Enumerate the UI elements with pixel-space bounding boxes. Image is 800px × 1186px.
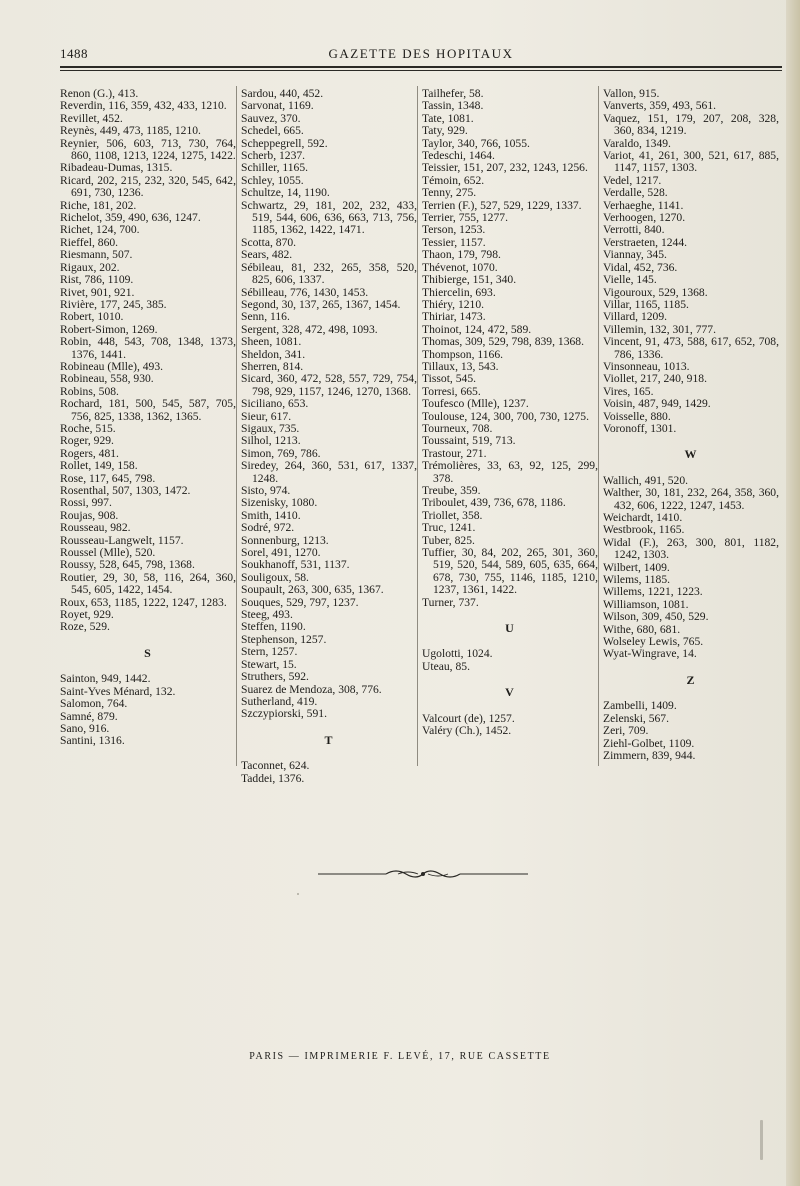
index-entry: Sherren, 814. bbox=[241, 359, 304, 373]
index-entry: Souligoux, 58. bbox=[241, 570, 309, 584]
index-entry: Senn, 116. bbox=[241, 310, 290, 324]
index-entry: Toussaint, 519, 713. bbox=[422, 434, 516, 448]
index-entry: Williamson, 1081. bbox=[603, 597, 689, 611]
index-entry: Vidal, 452, 736. bbox=[603, 260, 678, 274]
index-entry: Tate, 1081. bbox=[422, 111, 474, 125]
index-entry: Treube, 359. bbox=[422, 484, 481, 497]
index-entry: Royet, 929. bbox=[60, 608, 114, 622]
index-entry: Thaon, 179, 798. bbox=[422, 248, 501, 262]
index-entry: Robin, 448, 543, 708, 1348, 1373, 1376, 1441. bbox=[60, 335, 236, 361]
index-entry: Saint-Yves Ménard, 132. bbox=[60, 684, 176, 698]
index-entry: Sizenisky, 1080. bbox=[241, 496, 318, 510]
fleuron-ornament-icon bbox=[318, 868, 528, 880]
index-entry: Tassin, 1348. bbox=[422, 99, 484, 113]
index-entry: Ziehl-Golbet, 1109. bbox=[603, 736, 695, 750]
index-entry: Thibierge, 151, 340. bbox=[422, 273, 517, 287]
index-entry: Témoin, 652. bbox=[422, 173, 485, 187]
index-entry: Toulouse, 124, 300, 700, 730, 1275. bbox=[422, 409, 589, 423]
index-entry: Verhoogen, 1270. bbox=[603, 211, 686, 225]
index-entry: Robert-Simon, 1269. bbox=[60, 322, 158, 336]
index-entry: Robert, 1010. bbox=[60, 310, 124, 324]
index-entry: Sheldon, 341. bbox=[241, 347, 306, 361]
index-entry: Reynès, 449, 473, 1185, 1210. bbox=[60, 124, 201, 138]
index-entry: Rogers, 481. bbox=[60, 446, 119, 460]
section-letter: V bbox=[505, 685, 515, 700]
index-entry: Wolseley Lewis, 765. bbox=[603, 635, 704, 649]
index-entry: Rosenthal, 507, 1303, 1472. bbox=[60, 484, 191, 497]
section-letter: W bbox=[684, 447, 698, 462]
index-entry: Taty, 929. bbox=[422, 124, 468, 138]
index-entry: Tourneux, 708. bbox=[422, 421, 493, 435]
index-entry: Schwartz, 29, 181, 202, 232, 433, 519, 544, 606, 636, 663, 713, 756, 1185, 1362, 1422, 1471. bbox=[241, 198, 417, 237]
index-entry: Sears, 482. bbox=[241, 248, 293, 262]
index-entry: Stern, 1257. bbox=[241, 645, 298, 659]
index-entry: Schedel, 665. bbox=[241, 124, 304, 138]
index-entry: Roche, 515. bbox=[60, 421, 116, 435]
index-entry: Wilson, 309, 450, 529. bbox=[603, 610, 709, 624]
index-entry: Richelot, 359, 490, 636, 1247. bbox=[60, 211, 201, 225]
index-entry: Vanverts, 359, 493, 561. bbox=[603, 99, 717, 113]
index-entry: Rigaux, 202. bbox=[60, 260, 120, 274]
index-entry: Sutherland, 419. bbox=[241, 694, 318, 708]
index-entry: Villar, 1165, 1185. bbox=[603, 297, 689, 311]
index-entry: Sorel, 491, 1270. bbox=[241, 546, 321, 560]
index-entry: Samné, 879. bbox=[60, 709, 118, 723]
index-entry: Scheppegrell, 592. bbox=[241, 136, 328, 150]
index-column-3 bbox=[422, 88, 598, 738]
index-entry: Triollet, 358. bbox=[422, 508, 483, 522]
index-entry: Silhol, 1213. bbox=[241, 434, 301, 448]
index-entry: Sébileau, 81, 232, 265, 358, 520, 825, 606, 1337. bbox=[241, 260, 417, 287]
index-entry: Tenny, 275. bbox=[422, 186, 477, 200]
index-entry: Salomon, 764. bbox=[60, 697, 128, 711]
index-entry: Thompson, 1166. bbox=[422, 347, 504, 361]
journal-title: GAZETTE DES HOPITAUX bbox=[328, 46, 514, 61]
index-entry: Terrier, 755, 1277. bbox=[422, 211, 508, 225]
index-entry: Vincent, 91, 473, 588, 617, 652, 708, 786, 1336. bbox=[603, 335, 779, 361]
index-entry: Rivet, 901, 921. bbox=[60, 285, 135, 299]
index-entry: Sardou, 440, 452. bbox=[241, 87, 324, 100]
index-entry: Sheen, 1081. bbox=[241, 335, 302, 349]
index-entry: Tuffier, 30, 84, 202, 265, 301, 360, 519, 520, 544, 589, 605, 635, 664, 678, 730, 755, 1146, 1185, 1210, 1237, 1361, 1422. bbox=[422, 546, 598, 597]
index-entry: Valcourt (de), 1257. bbox=[422, 711, 515, 725]
index-entry: Tessier, 1157. bbox=[422, 235, 486, 249]
index-entry: Riche, 181, 202. bbox=[60, 198, 137, 212]
index-entry: Richet, 124, 700. bbox=[60, 223, 140, 237]
index-entry: Vigouroux, 529, 1368. bbox=[603, 285, 708, 299]
header-rule-thin bbox=[60, 70, 782, 71]
index-entry: Verhaeghe, 1141. bbox=[603, 198, 684, 212]
index-entry: Roujas, 908. bbox=[60, 508, 119, 522]
index-entry: Szczypiorski, 591. bbox=[241, 707, 327, 721]
index-entry: Siciliano, 653. bbox=[241, 397, 309, 411]
index-entry: Sarvonat, 1169. bbox=[241, 99, 314, 113]
index-entry: Souques, 529, 797, 1237. bbox=[241, 595, 359, 609]
index-entry: Sébilleau, 776, 1430, 1453. bbox=[241, 285, 369, 299]
index-entry: Roussel (Mlle), 520. bbox=[60, 546, 156, 560]
index-entry: Walther, 30, 181, 232, 264, 358, 360, 432, 606, 1222, 1247, 1453. bbox=[603, 486, 779, 512]
index-entry: Terson, 1253. bbox=[422, 223, 486, 237]
index-entry: Teissier, 151, 207, 232, 1243, 1256. bbox=[422, 161, 588, 175]
header-rule-thick bbox=[60, 66, 782, 68]
index-entry: Taddei, 1376. bbox=[241, 771, 305, 785]
index-entry: Thoinot, 124, 472, 589. bbox=[422, 322, 532, 336]
index-entry: Sigaux, 735. bbox=[241, 421, 300, 435]
index-entry: Verdalle, 528. bbox=[603, 186, 668, 200]
index-entry: Wyat-Wingrave, 14. bbox=[603, 647, 697, 661]
index-entry: Tissot, 545. bbox=[422, 372, 477, 386]
index-entry: Revillet, 452. bbox=[60, 111, 123, 125]
index-entry: Vallon, 915. bbox=[603, 87, 660, 100]
index-entry: Schultze, 14, 1190. bbox=[241, 186, 330, 200]
index-entry: Villemin, 132, 301, 777. bbox=[603, 322, 716, 336]
index-entry: Rollet, 149, 158. bbox=[60, 459, 138, 473]
index-column-4 bbox=[603, 88, 779, 762]
index-entry: Thiriar, 1473. bbox=[422, 310, 486, 324]
index-entry: Tillaux, 13, 543. bbox=[422, 359, 499, 373]
index-entry: Robineau (Mlle), 493. bbox=[60, 359, 164, 373]
index-entry: Sicard, 360, 472, 528, 557, 729, 754, 798, 929, 1157, 1246, 1270, 1368. bbox=[241, 372, 417, 398]
index-entry: Vielle, 145. bbox=[603, 273, 657, 287]
index-entry: Siredey, 264, 360, 531, 617, 1337, 1248. bbox=[241, 459, 417, 485]
index-entry: Soukhanoff, 531, 1137. bbox=[241, 558, 350, 572]
index-entry: Rivière, 177, 245, 385. bbox=[60, 297, 167, 311]
index-entry: Robins, 508. bbox=[60, 384, 119, 398]
index-entry: Varaldo, 1349. bbox=[603, 136, 671, 150]
index-entry: Taylor, 340, 766, 1055. bbox=[422, 136, 530, 150]
index-entry: Voisin, 487, 949, 1429. bbox=[603, 397, 711, 411]
index-entry: Villard, 1209. bbox=[603, 310, 668, 324]
index-entry: Viannay, 345. bbox=[603, 248, 667, 262]
section-letter: T bbox=[324, 732, 334, 747]
index-entry: Rossi, 997. bbox=[60, 496, 112, 510]
index-entry: Uteau, 85. bbox=[422, 659, 470, 673]
index-entry: Viollet, 217, 240, 918. bbox=[603, 372, 707, 386]
index-entry: Sieur, 617. bbox=[241, 409, 292, 423]
column-divider-3 bbox=[598, 86, 599, 766]
index-entry: Segond, 30, 137, 265, 1367, 1454. bbox=[241, 297, 401, 311]
index-entry: Zambelli, 1409. bbox=[603, 699, 677, 713]
index-entry: Roze, 529. bbox=[60, 620, 110, 634]
page-edge-shadow bbox=[786, 0, 800, 1186]
section-letter: S bbox=[144, 645, 152, 660]
index-entry: Triboulet, 439, 736, 678, 1186. bbox=[422, 496, 566, 510]
index-entry: Voisselle, 880. bbox=[603, 409, 671, 423]
index-entry: Valéry (Ch.), 1452. bbox=[422, 724, 512, 738]
page-number: 1488 bbox=[60, 46, 88, 61]
index-entry: Thévenot, 1070. bbox=[422, 260, 498, 274]
index-entry: Vedel, 1217. bbox=[603, 173, 662, 187]
index-entry: Reverdin, 116, 359, 432, 433, 1210. bbox=[60, 99, 227, 113]
index-entry: Routier, 29, 30, 58, 116, 264, 360, 545, 605, 1422, 1454. bbox=[60, 570, 236, 597]
index-entry: Scherb, 1237. bbox=[241, 149, 306, 163]
index-entry: Withe, 680, 681. bbox=[603, 622, 681, 636]
index-entry: Sainton, 949, 1442. bbox=[60, 672, 151, 686]
index-entry: Steeg, 493. bbox=[241, 608, 293, 622]
index-entry: Turner, 737. bbox=[422, 595, 479, 609]
index-entry: Ricard, 202, 215, 232, 320, 545, 642, 691, 730, 1236. bbox=[60, 173, 236, 200]
index-entry: Westbrook, 1165. bbox=[603, 523, 685, 537]
index-entry: Voronoff, 1301. bbox=[603, 421, 677, 435]
paper-mark bbox=[760, 1120, 763, 1160]
index-entry: Roux, 653, 1185, 1222, 1247, 1283. bbox=[60, 595, 227, 609]
index-entry: Willems, 1221, 1223. bbox=[603, 585, 703, 599]
index-entry: Verrotti, 840. bbox=[603, 223, 665, 237]
index-entry: Sonnenburg, 1213. bbox=[241, 533, 329, 547]
index-entry: Vinsonneau, 1013. bbox=[603, 359, 690, 373]
index-entry: Ribadeau-Dumas, 1315. bbox=[60, 161, 173, 175]
index-entry: Trémolières, 33, 63, 92, 125, 299, 378. bbox=[422, 459, 598, 485]
index-entry: Schley, 1055. bbox=[241, 173, 304, 187]
index-entry: Thiéry, 1210. bbox=[422, 297, 485, 311]
index-entry: Zeri, 709. bbox=[603, 724, 649, 738]
index-entry: Suarez de Mendoza, 308, 776. bbox=[241, 682, 382, 696]
index-entry: Roussy, 528, 645, 798, 1368. bbox=[60, 558, 195, 572]
index-entry: Truc, 1241. bbox=[422, 521, 476, 535]
index-column-1 bbox=[60, 88, 236, 748]
index-entry: Sisto, 974. bbox=[241, 484, 291, 497]
index-entry: Widal (F.), 263, 300, 801, 1182, 1242, 1303. bbox=[603, 535, 779, 562]
index-entry: Rose, 117, 645, 798. bbox=[60, 471, 156, 485]
index-entry: Rochard, 181, 500, 545, 587, 705, 756, 825, 1338, 1362, 1365. bbox=[60, 397, 236, 423]
index-entry: Vaquez, 151, 179, 207, 208, 328, 360, 834, 1219. bbox=[603, 111, 779, 138]
index-entry: Tailhefer, 58. bbox=[422, 87, 484, 100]
index-entry: Rieffel, 860. bbox=[60, 235, 119, 249]
index-entry: Wilems, 1185. bbox=[603, 573, 671, 587]
index-entry: Renon (G.), 413. bbox=[60, 87, 139, 100]
index-entry: Sauvez, 370. bbox=[241, 111, 301, 125]
index-entry: Wilbert, 1409. bbox=[603, 560, 670, 574]
index-column-2 bbox=[241, 88, 417, 785]
index-entry: Torresi, 665. bbox=[422, 384, 481, 398]
index-entry: Sergent, 328, 472, 498, 1093. bbox=[241, 322, 378, 336]
index-entry: Tuber, 825. bbox=[422, 533, 475, 547]
index-entry: Struthers, 592. bbox=[241, 670, 309, 684]
index-entry: Simon, 769, 786. bbox=[241, 446, 321, 460]
index-entry: Thomas, 309, 529, 798, 839, 1368. bbox=[422, 335, 584, 349]
index-entry: Ugolotti, 1024. bbox=[422, 647, 493, 661]
index-entry: Variot, 41, 261, 300, 521, 617, 885, 1147, 1157, 1303. bbox=[603, 149, 779, 175]
index-entry: Schiller, 1165. bbox=[241, 161, 309, 175]
page-header bbox=[60, 46, 782, 66]
index-entry: Stewart, 15. bbox=[241, 657, 297, 671]
section-letter: Z bbox=[686, 672, 696, 687]
printer-imprint: PARIS — IMPRIMERIE F. LEVÉ, 17, RUE CASSETTE bbox=[249, 1051, 551, 1062]
index-entry: Roger, 929. bbox=[60, 434, 114, 448]
index-entry: Rousseau, 982. bbox=[60, 521, 131, 535]
index-entry: Vires, 165. bbox=[603, 384, 654, 398]
index-entry: Scotta, 870. bbox=[241, 235, 297, 249]
index-entry: Santini, 1316. bbox=[60, 734, 125, 748]
index-entry: Smith, 1410. bbox=[241, 508, 301, 522]
index-entry: Stephenson, 1257. bbox=[241, 632, 327, 646]
index-entry: Trastour, 271. bbox=[422, 446, 487, 460]
index-entry: Steffen, 1190. bbox=[241, 620, 306, 634]
section-letter: U bbox=[505, 621, 515, 636]
column-divider-1 bbox=[236, 86, 237, 766]
column-divider-2 bbox=[417, 86, 418, 766]
index-entry: Thiercelin, 693. bbox=[422, 285, 496, 299]
index-entry: Weichardt, 1410. bbox=[603, 511, 683, 524]
index-entry: Rist, 786, 1109. bbox=[60, 273, 134, 287]
index-entry: Reynier, 506, 603, 713, 730, 764, 860, 1108, 1213, 1224, 1275, 1422. bbox=[60, 136, 236, 163]
paper-speck bbox=[297, 893, 299, 895]
index-entry: Taconnet, 624. bbox=[241, 759, 310, 773]
index-entry: Riesmann, 507. bbox=[60, 248, 133, 262]
index-entry: Zelenski, 567. bbox=[603, 711, 670, 725]
index-entry: Tedeschi, 1464. bbox=[422, 149, 495, 163]
index-entry: Robineau, 558, 930. bbox=[60, 372, 154, 386]
index-entry: Wallich, 491, 520. bbox=[603, 473, 689, 487]
index-entry: Sano, 916. bbox=[60, 721, 110, 735]
index-entry: Soupault, 263, 300, 635, 1367. bbox=[241, 583, 384, 597]
index-entry: Rousseau-Langwelt, 1157. bbox=[60, 533, 184, 547]
index-entry: Verstraeten, 1244. bbox=[603, 235, 688, 249]
index-entry: Zimmern, 839, 944. bbox=[603, 748, 696, 762]
index-entry: Toufesco (Mlle), 1237. bbox=[422, 397, 529, 411]
index-entry: Terrien (F.), 527, 529, 1229, 1337. bbox=[422, 198, 582, 212]
index-entry: Sodré, 972. bbox=[241, 521, 295, 535]
